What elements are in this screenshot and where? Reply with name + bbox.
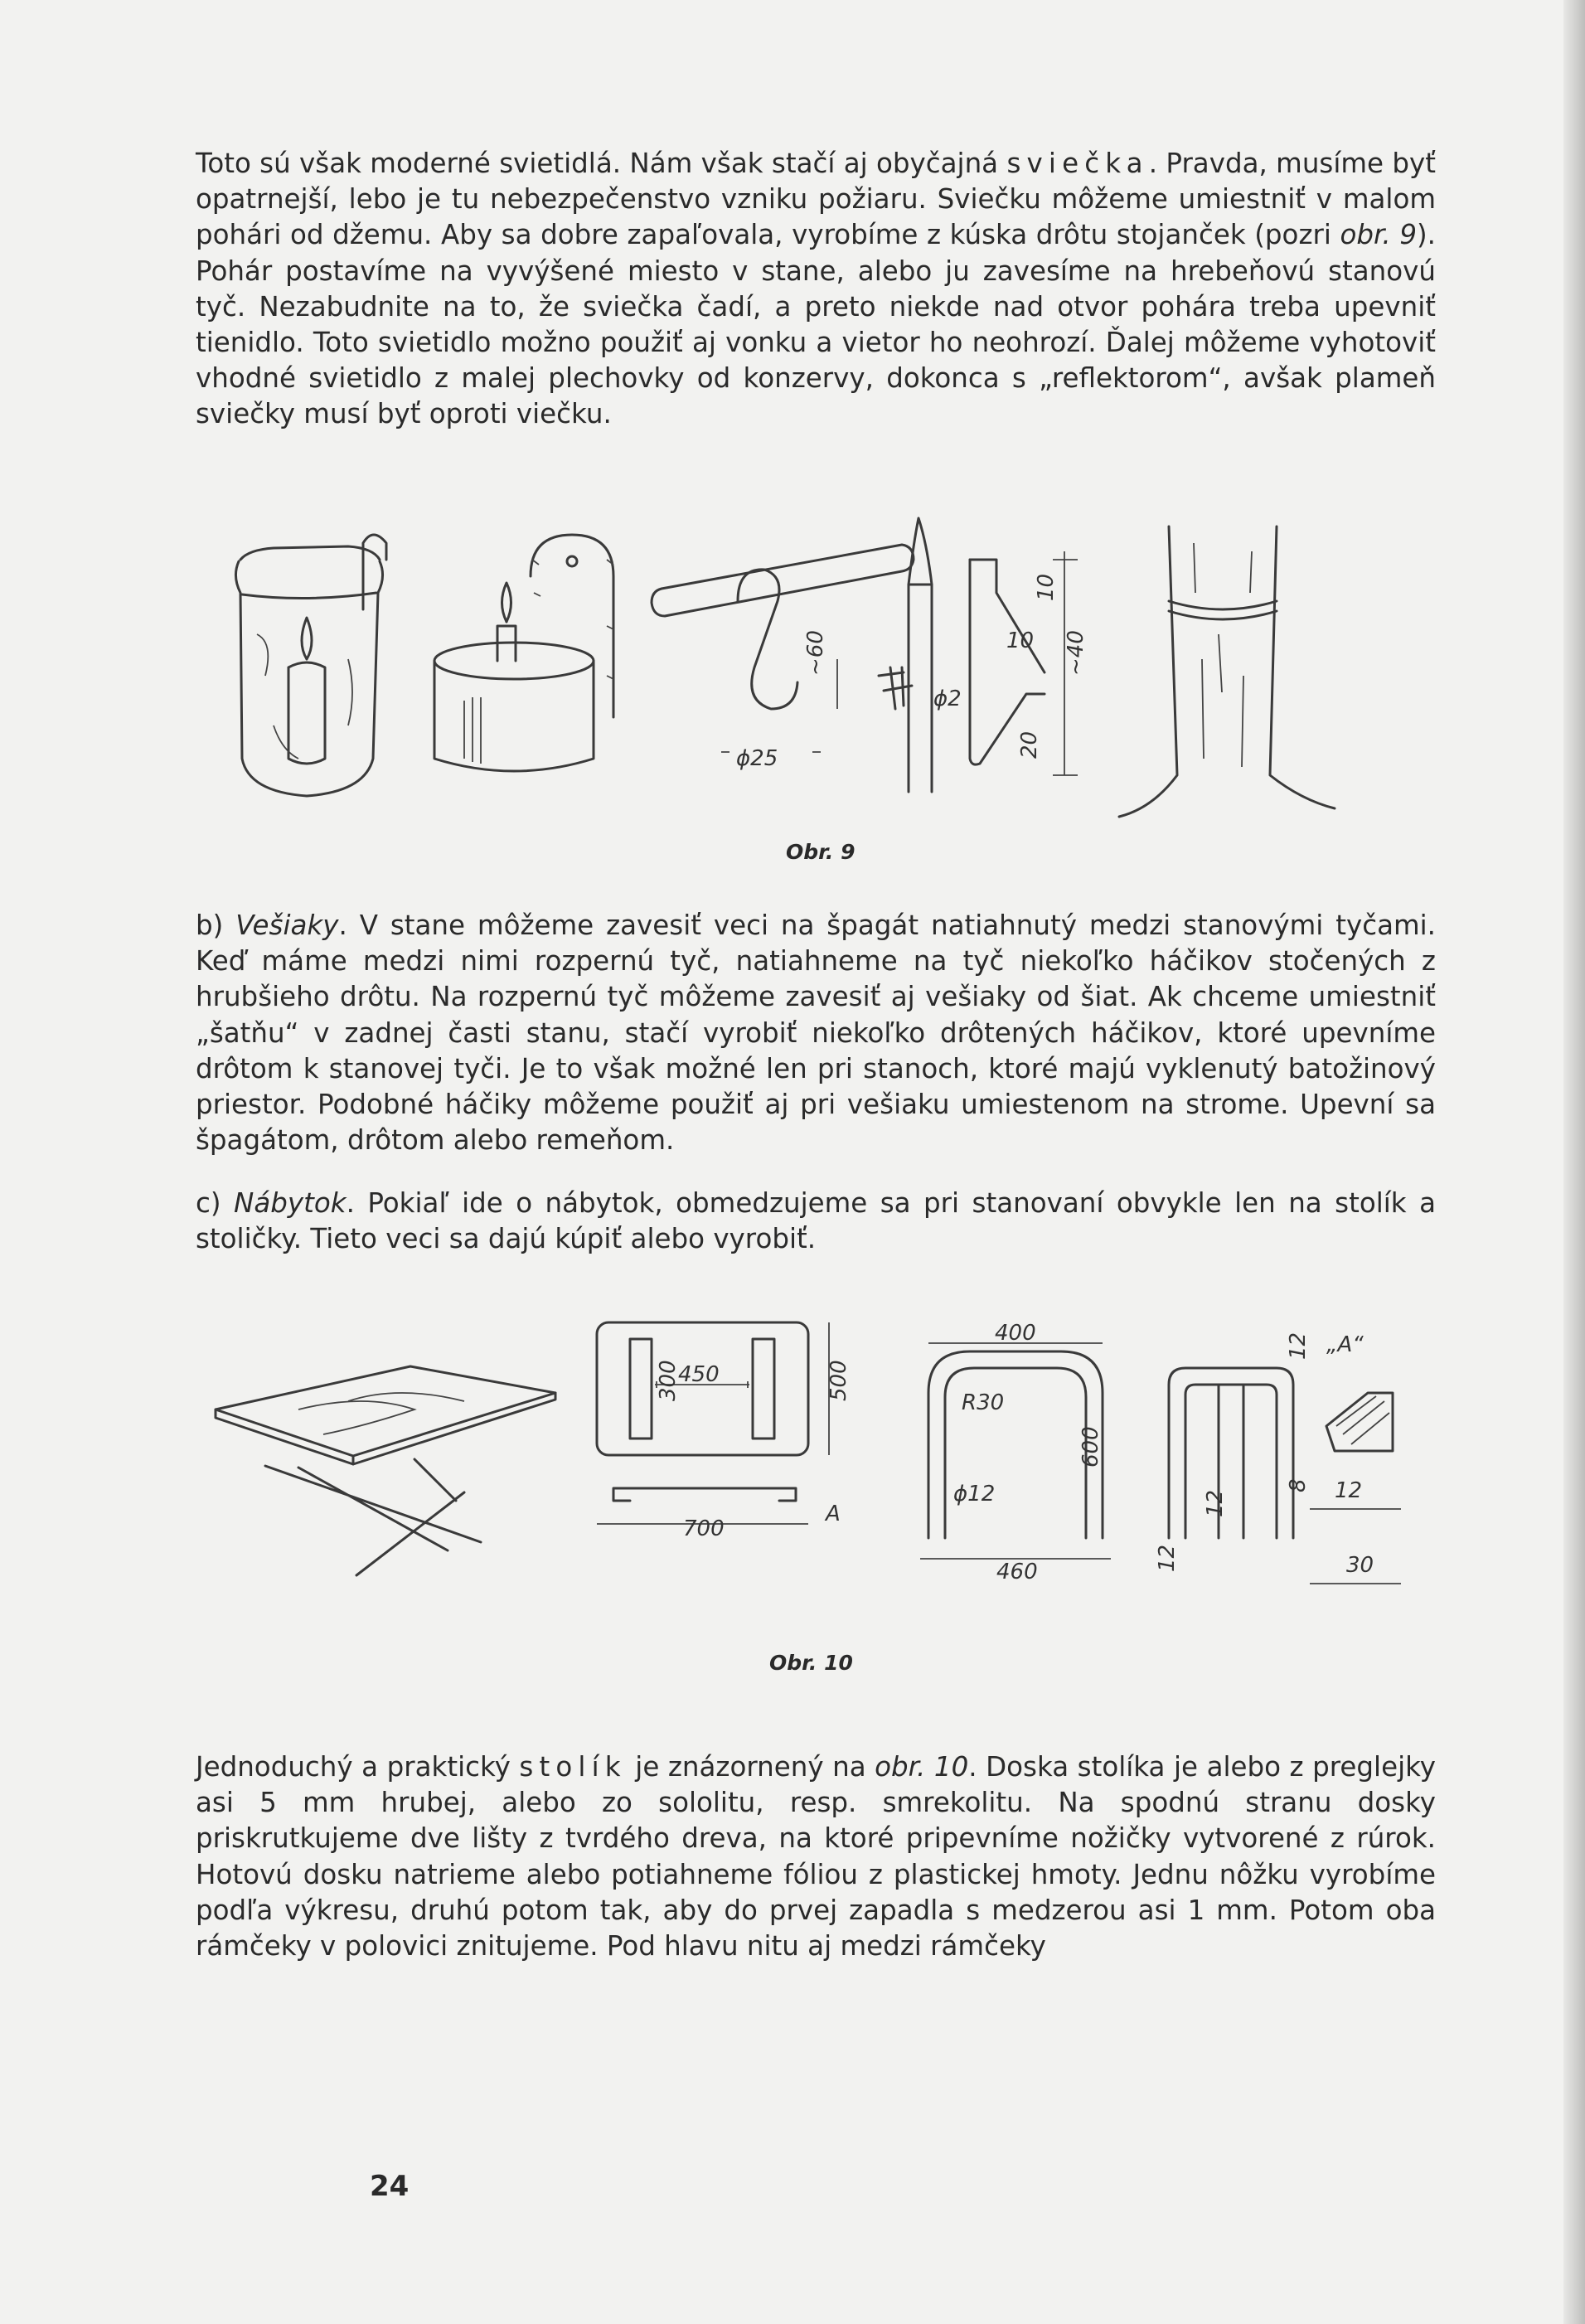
paragraph-hangers [196, 908, 1436, 1158]
section-title: Nábytok [234, 1187, 347, 1219]
tree-trunk-drawing [1119, 526, 1335, 817]
wire-stand-drawing [933, 551, 1088, 775]
dim-10b: 10 [1006, 628, 1035, 653]
figure-9-illustration [224, 510, 1434, 842]
text-run: . Pokiaľ ide o nábytok, obmedzujeme sa pri stanovaní obvykle len na stolík a stoličky. Tieto veci sa dajú kúpiť alebo vyrobiť. [196, 1187, 1436, 1255]
dim-12b: 12 [1286, 1332, 1311, 1360]
leg-front-view-drawing [920, 1321, 1111, 1584]
dim-12d: 12 [1335, 1478, 1363, 1503]
leg-side-view-drawing [1155, 1332, 1401, 1584]
spaced-term: stolík [519, 1751, 627, 1783]
text-run: . Pravda, musíme byť opatrnejší, lebo je tu nebezpečenstvo vzniku požiaru. Sviečku môžeme umiestniť v malom pohári od džemu. Aby sa dobre zapaľovala, vyrobíme z kúska drôtu stojanček (pozri [196, 148, 1436, 251]
text-run: je znázornený na [626, 1751, 875, 1783]
paragraph-text [196, 146, 1436, 433]
paragraph-candles [196, 146, 1436, 433]
paragraph-text [196, 1749, 1436, 1964]
text-run: . V stane môžeme zavesiť veci na špagát natiahnutý medzi stanovými tyčami. Keď máme medzi nimi rozpernú tyč, natiahneme na tyč niekoľko háčikov stočených z hrubšieho drôtu. Na rozpernú tyč môžeme zavesiť aj vešiaky od šiat. Ak chceme umiestniť „šatňu“ v zadnej časti stanu, stačí vyrobiť niekoľko drôtených háčikov, ktoré upevníme drôtom k stanovej tyči. Je to však možné len pri stanoch, ktoré majú vyklenutý batožinový priestor. Podobné háčiky môžeme použiť aj pri vešiaku umiestenom na strome. Upevní sa špagátom, drôtom alebo remeňom. [196, 910, 1437, 1157]
text-run: . Doska stolíka je alebo z preglejky asi 5 mm hrubej, alebo zo sololitu, resp. smrekolitu. Na spodnú stranu dosky priskrutkujeme dve lišty z tvrdého dreva, na ktoré pripevníme nožičky vytvorené z rúrok. Hotovú dosku natrieme alebo potiahneme fóliou z plastickej hmoty. Jednu nôžku vyrobíme podľa výkresu, druhú potom tak, aby do prvej zapadla s medzerou asi 1 mm. Potom oba rámčeky v polovici znitujeme. Pod hlavu nitu aj medzi rámčeky [196, 1751, 1436, 1963]
dim-20: 20 [1017, 730, 1042, 759]
label-a: A [826, 1502, 841, 1526]
text-run: Jednoduchý a praktický [196, 1751, 520, 1783]
paragraph-text [196, 908, 1436, 1158]
page-edge [1563, 0, 1585, 2324]
dim-300: 300 [656, 1360, 681, 1401]
text-run: Toto sú však moderné svietidlá. Nám však stačí aj obyčajná [196, 148, 1007, 179]
dim-8: 8 [1286, 1478, 1311, 1492]
dim-12: ϕ12 [953, 1482, 996, 1506]
jar-candle-drawing [235, 535, 386, 796]
dim-700: 700 [683, 1516, 725, 1541]
paragraph-text [196, 1186, 1436, 1257]
figure-10-caption: Obr. 10 [769, 1651, 853, 1675]
dim-30: 30 [1346, 1553, 1374, 1578]
dim-25: ϕ25 [736, 746, 778, 771]
dim-600: 600 [1078, 1426, 1103, 1468]
dim-2: ϕ2 [933, 687, 962, 711]
board-top-view-drawing [597, 1322, 851, 1541]
list-marker: b) [196, 910, 236, 941]
detail-a-label: „A“ [1326, 1332, 1364, 1357]
dim-450: 450 [678, 1362, 720, 1387]
tin-can-drawing [434, 535, 613, 771]
s-hook-drawing [652, 545, 914, 771]
section-title: Vešiaky [235, 910, 339, 941]
dim-60: ~60 [803, 630, 828, 676]
dim-10a: 10 [1034, 573, 1059, 601]
text-run: ). Pohár postavíme na vyvýšené miesto v stane, alebo ju zavesíme na hrebeňovú stanovú tyč. Nezabudnite na to, že sviečka čadí, a preto niekde nad otvor pohára treba upevniť tienidlo. Toto svietidlo možno použiť aj vonku a vietor ho neohrozí. Ďalej môžeme vyhotoviť vhodné svietidlo z malej plechovky od konzervy, dokonca s „reflektorom“, avšak plameň sviečky musí byť oproti viečku. [196, 219, 1437, 430]
dim-460: 460 [996, 1560, 1038, 1584]
figure-9-caption: Obr. 9 [786, 840, 856, 864]
pole-spike-drawing [879, 518, 932, 792]
spaced-term: sviečka [1006, 148, 1149, 179]
figure-reference: obr. 9 [1340, 219, 1417, 251]
folding-table-drawing [216, 1366, 555, 1575]
dim-r30: R30 [962, 1390, 1005, 1415]
dim-500: 500 [826, 1360, 851, 1401]
paragraph-table [196, 1749, 1436, 1964]
figure-reference: obr. 10 [875, 1751, 969, 1783]
figure-10-illustration [199, 1302, 1442, 1621]
dim-400: 400 [995, 1321, 1036, 1346]
dim-12c: 12 [1203, 1489, 1228, 1517]
list-marker: c) [196, 1187, 235, 1219]
paragraph-furniture [196, 1186, 1436, 1257]
page-number: 24 [370, 2170, 410, 2203]
dim-40: ~40 [1064, 630, 1088, 676]
dim-12e: 12 [1155, 1544, 1180, 1572]
